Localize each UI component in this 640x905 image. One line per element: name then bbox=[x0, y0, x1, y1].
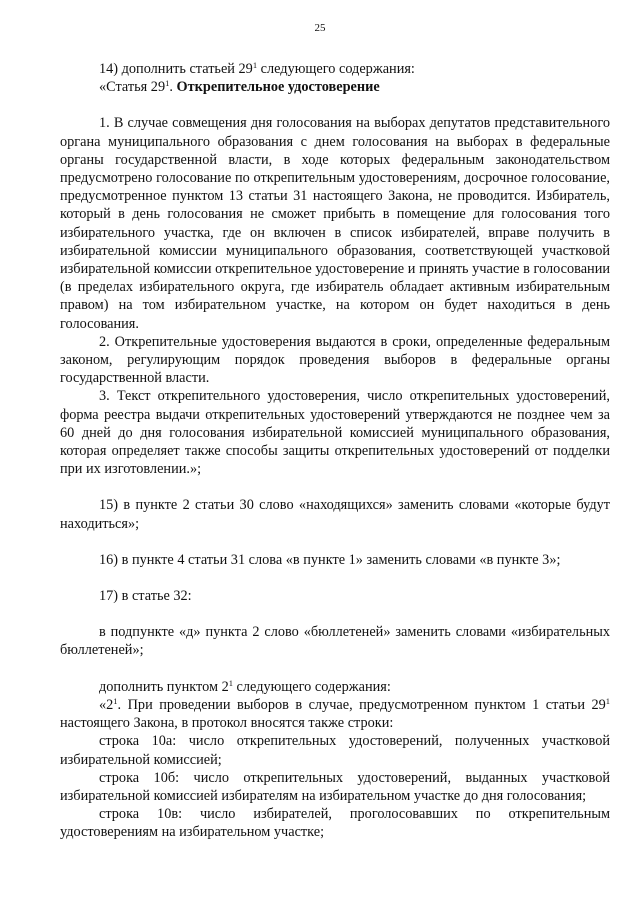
protocol-line-10b: строка 10б: число открепительных удостоверений, выданных участковой избирательной комиссией избирателям на избирательном участке до дня голосования; bbox=[60, 769, 610, 804]
point-2-1-article-sup: 1 bbox=[605, 695, 610, 706]
item-14-sup: 1 bbox=[252, 60, 258, 70]
item-15: 15) в пункте 2 статьи 30 слово «находящихся» заменить словами «которые будут находиться»; bbox=[60, 497, 610, 532]
point-2-1 bbox=[60, 696, 610, 732]
clause-1: 1. В случае совмещения дня голосования на выборах депутатов представительного органа муниципального образования с днем голосования на выборах в федеральные органы государственной власти, в ходе которых федеральным законодательством предусмотрено голосование по открепительным удостоверениям, досрочное голосование, предусмотренное пунктом 13 статьи 31 настоящего Закона, не проводится. Избиратель, который в день голосования не сможет прибыть в помещение для голосования того избирательного участка, где он включен в список избирателей, вправе получить в избирательной комиссии муниципального образования, соответствующей участковой избирательной комиссии открепительное удостоверение и принять участие в голосовании (в пределах избирательного округа, где избиратель обладает активным избирательным правом) на том избирательном участке, на котором он будет находиться в день голосования. bbox=[60, 115, 610, 332]
point-2-1-sup: 1 bbox=[113, 695, 118, 706]
item-14-tail: следующего содержания: bbox=[257, 61, 415, 77]
article-heading-title: Открепительное удостоверение bbox=[176, 79, 380, 96]
item-17-add-point bbox=[60, 678, 610, 696]
article-heading-prefix: «Статья 29 bbox=[99, 79, 166, 96]
clause-2: 2. Открепительные удостоверения выдаются в сроки, определенные федеральным законом, регулирующим порядок проведения выборов в федеральные органы государственной власти. bbox=[60, 333, 610, 387]
item-17-subpoint-d: в подпункте «д» пункта 2 слово «бюллетеней» заменить словами «избирательных бюллетеней»; bbox=[60, 624, 610, 659]
protocol-line-10v: строка 10в: число избирателей, проголосовавших по открепительным удостоверениям на избирательном участке; bbox=[60, 806, 610, 841]
item-14-text: 14) дополнить статьей 29 bbox=[99, 61, 253, 77]
point-2-1-mid: . При проведении выборов в случае, предусмотренном пунктом 1 статьи 29 bbox=[117, 696, 606, 713]
point-2-1-tail: настоящего Закона, в протокол вносятся также строки: bbox=[60, 715, 394, 732]
article-heading-dot: . bbox=[169, 79, 177, 96]
page-number: 25 bbox=[314, 22, 326, 34]
protocol-line-10a: строка 10а: число открепительных удостоверений, полученных участковой избирательной комиссией; bbox=[60, 733, 610, 768]
article-heading bbox=[60, 78, 610, 96]
item-17-add-point-text: дополнить пунктом 2 bbox=[99, 678, 229, 695]
page-body bbox=[60, 60, 610, 842]
point-2-1-prefix: «2 bbox=[99, 696, 114, 713]
item-17-add-point-sup: 1 bbox=[228, 677, 233, 688]
item-16: 16) в пункте 4 статьи 31 слова «в пункте 1» заменить словами «в пункте 3»; bbox=[99, 551, 561, 568]
article-heading-sup: 1 bbox=[165, 78, 170, 89]
item-17: 17) в статье 32: bbox=[99, 588, 192, 605]
clause-3: 3. Текст открепительного удостоверения, число открепительных удостоверений, форма реестра выдачи открепительных удостоверений утверждаются не позднее чем за 60 дней до дня голосования избирательной комиссией муниципального образования, которая определяет также способы защиты открепительных удостоверений от подделки при их изготовлении.»; bbox=[60, 388, 610, 478]
item-14 bbox=[60, 60, 610, 78]
item-17-add-point-tail: следующего содержания: bbox=[232, 678, 391, 695]
